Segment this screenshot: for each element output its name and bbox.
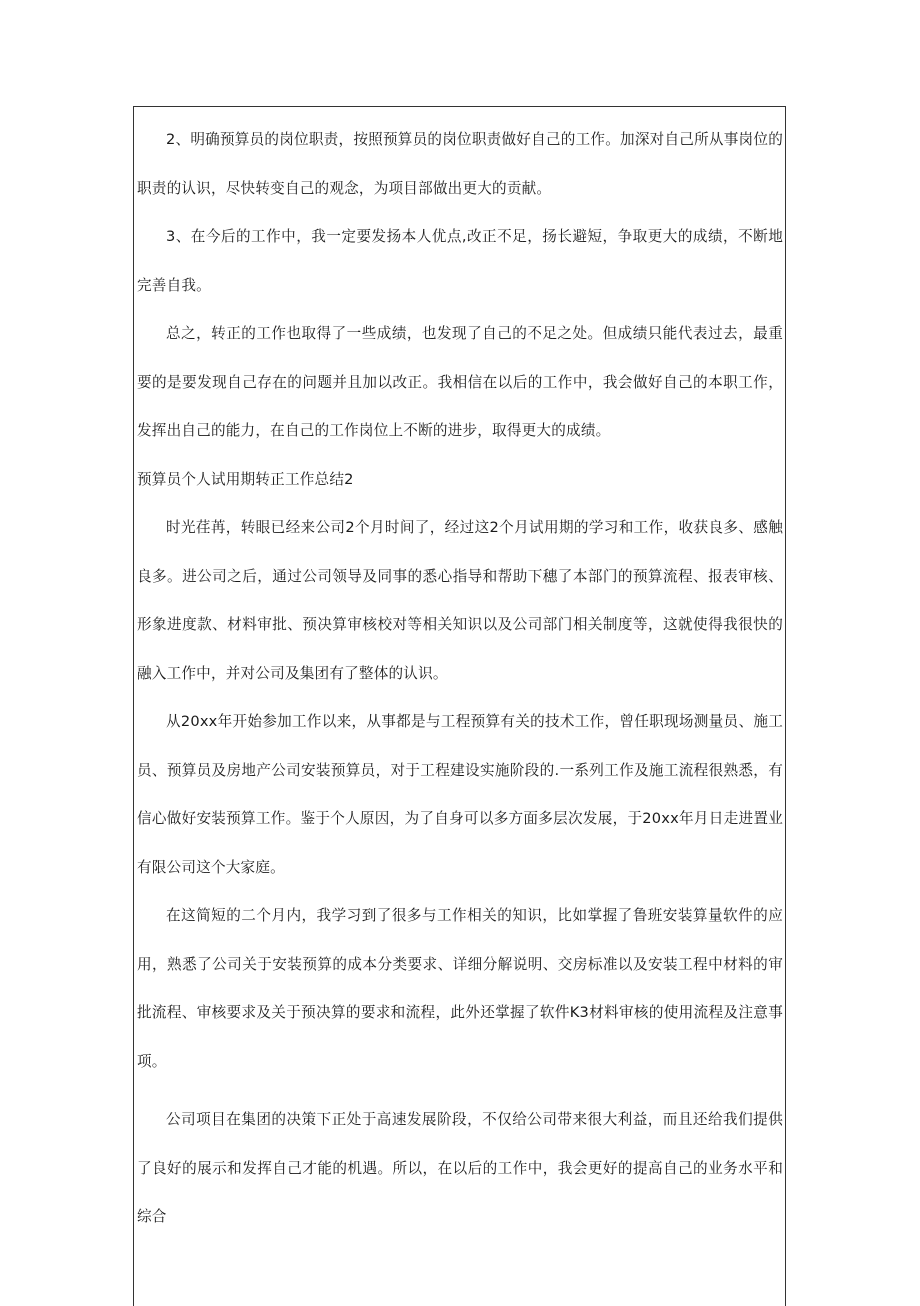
paragraph-intro: 时光荏苒，转眼已经来公司2个月时间了，经过这2个月试用期的学习和工作，收获良多、感触良多。进公司之后，通过公司领导及同事的悉心指导和帮助下穗了本部门的预算流程、报表审核、形象进度款、材料审批、预决算审核校对等相关知识以及公司部门相关制度等，这就使得我很快的融入工作中，并对公司及集团有了整体的认识。 <box>137 519 783 682</box>
paragraph-summary: 总之，转正的工作也取得了一些成绩，也发现了自己的不足之处。但成绩只能代表过去，最重要的是要发现自己存在的问题并且加以改正。我相信在以后的工作中，我会做好自己的本职工作，发挥出自己的能力，在自己的工作岗位上不断的进步，取得更大的成绩。 <box>137 325 783 439</box>
paragraph-learning: 在这简短的二个月内，我学习到了很多与工作相关的知识，比如掌握了鲁班安装算量软件的应用，熟悉了公司关于安装预算的成本分类要求、详细分解说明、交房标准以及安装工程中材料的审批流程、审核要求及关于预决算的要求和流程，此外还掌握了软件K3材料审核的使用流程及注意事项。 <box>137 907 783 1070</box>
paragraph-improve: 3、在今后的工作中，我一定要发扬本人优点,改正不足，扬长避短，争取更大的成绩，不断地完善自我。 <box>137 228 783 294</box>
paragraph-gap <box>137 1086 783 1096</box>
paragraph-duty: 2、明确预算员的岗位职责，按照预算员的岗位职责做好自己的工作。加深对自己所从事岗位的职责的认识，尽快转变自己的观念，为项目部做出更大的贡献。 <box>137 131 783 197</box>
document-body <box>137 116 783 1242</box>
section-heading: 预算员个人试用期转正工作总结2 <box>137 470 354 488</box>
paragraph-experience: 从20xx年开始参加工作以来，从事都是与工程预算有关的技术工作，曾任职现场测量员、施工员、预算员及房地产公司安装预算员，对于工程建设实施阶段的.一系列工作及施工流程很熟悉，有信心做好安装预算工作。鉴于个人原因，为了自身可以多方面多层次发展，于20xx年月日走进置业有限公司这个大家庭。 <box>137 713 783 876</box>
paragraph-outlook: 公司项目在集团的决策下正处于高速发展阶段，不仅给公司带来很大利益，而且还给我们提供了良好的展示和发挥自己才能的机遇。所以，在以后的工作中，我会更好的提高自己的业务水平和综合 <box>137 1111 783 1225</box>
